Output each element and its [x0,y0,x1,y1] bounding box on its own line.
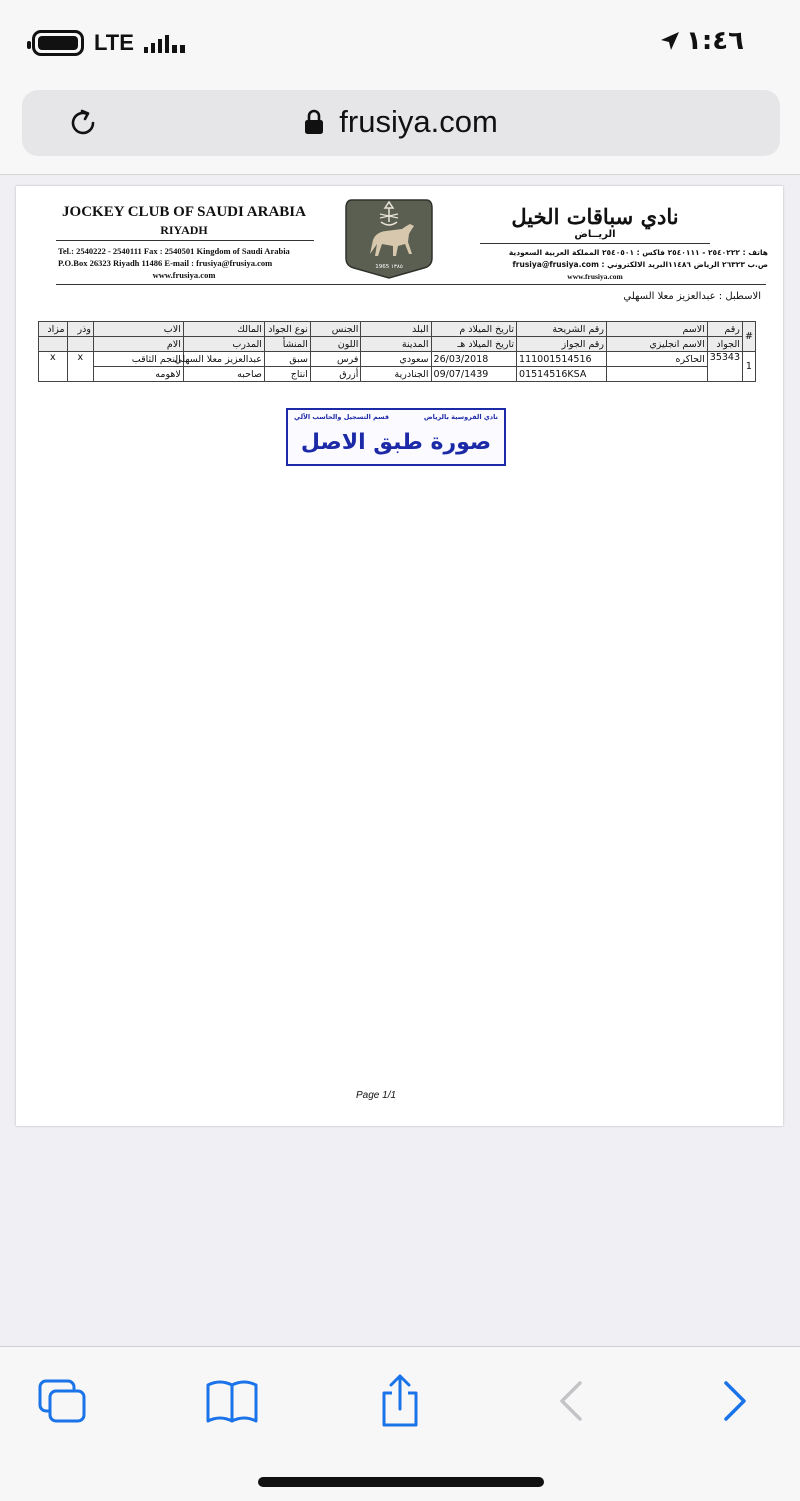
cell-origin: انتاج [264,367,310,382]
cell-type: سبق [264,352,310,367]
url-text: frusiya.com [339,104,498,139]
header-city: المدينة [361,337,431,352]
table-header-row-2 [39,337,756,352]
stamp-club-name: نادي الفروسية بالرياض [423,413,498,421]
header-chip: رقم الشريحة [517,322,607,337]
carrier-label: LTE [94,30,134,55]
cell-sire: النجم الثاقب [93,352,183,367]
share-icon[interactable] [370,1373,430,1429]
header-dob-greg: تاريخ الميلاد م [431,322,517,337]
letterhead-en-title: JOCKEY CLUB OF SAUDI ARABIA [62,204,306,220]
cell-dob-greg: 26/03/2018 [431,352,517,367]
letterhead-en-website: www.frusiya.com [152,270,216,280]
browser-toolbar [0,1346,800,1501]
cell-passport: 01514516KSA [517,367,607,382]
header-number: رقم [707,322,742,337]
cell-number: 35343 [707,352,742,382]
letterhead-ar-title: نادي سباقات الخيل [511,204,679,229]
letterhead-ar-contact-1: هاتف : ٢٥٤٠٢٢٢ - ٢٥٤٠١١١ فاكس : ٢٥٤٠٥٠١ المملكة العربية السعودية [508,248,768,257]
header-color: اللون [310,337,360,352]
lock-icon [304,109,324,135]
cell-city: الجنادرية [361,367,431,382]
header-auction: مزاد [39,322,68,337]
battery-icon [32,30,84,56]
header-name: الاسم [606,322,707,337]
table-row [39,352,756,367]
letterhead-en-contact-1: Tel.: 2540222 - 2540111 Fax : 2540501 Kingdom of Saudi Arabia [58,246,290,256]
header-name-en: الاسم انجليزي [606,337,707,352]
home-indicator[interactable] [258,1477,544,1487]
letterhead [54,196,768,294]
document-page [16,186,783,1126]
header-origin: المنشأ [264,337,310,352]
header-passport: رقم الجواز [517,337,607,352]
letterhead-rule-left-top [56,240,314,241]
cell-index: 1 [742,352,755,382]
true-copy-stamp [286,408,506,466]
browser-address-region [0,88,800,175]
header-owner: المالك [183,322,264,337]
address-bar[interactable] [22,90,780,156]
letterhead-en-city: RIYADH [160,223,208,237]
cell-country: سعودي [361,352,431,367]
letterhead-rule-right-top [480,243,710,244]
header-wathr: وذر [67,322,93,337]
letterhead-ar-city: الريــاض [574,229,616,240]
status-time: ١:٤٦ [685,26,744,56]
horse-table [38,321,756,382]
back-icon[interactable] [540,1373,600,1429]
signal-icon [144,33,185,53]
table-header-row-1 [39,322,756,337]
letterhead-en-contact-2: P.O.Box 26323 Riyadh 11486 E-mail : frusiya@frusiya.com [58,258,273,268]
cell-dob-hijri: 09/07/1439 [431,367,517,382]
cell-owner: عبدالعزيز معلا السهلي [183,352,264,367]
cell-color: أزرق [310,367,360,382]
cell-trainer: صاحبه [183,367,264,382]
tabs-icon[interactable] [34,1373,94,1429]
cell-name: الحاكره [606,352,707,367]
header-trainer: المدرب [183,337,264,352]
header-horse: الجواد [707,337,742,352]
header-sire: الاب [93,322,183,337]
bookmarks-icon[interactable] [202,1373,262,1429]
header-sex: الجنس [310,322,360,337]
cell-wathr: x [67,352,93,382]
page-number: Page 1/1 [356,1090,397,1101]
header-country: البلد [361,322,431,337]
club-emblem-logo [340,196,438,282]
status-bar [0,0,800,88]
header-index: # [742,322,755,352]
forward-icon[interactable] [706,1373,766,1429]
stamp-main-text: صورة طبق الاصل [300,430,492,455]
letterhead-rule-bottom [56,284,766,285]
cell-chip: 111001514516 [517,352,607,367]
location-arrow-icon [660,31,680,51]
header-type: نوع الجواد [264,322,310,337]
stamp-header [294,413,498,421]
cell-auction: x [39,352,68,382]
stable-owner-line: الاسطبل : عبدالعزيز معلا السهلي [623,291,761,302]
emblem-years-text: 1965 ١٣٨٥ [375,264,403,270]
table-row [39,367,756,382]
status-right [660,26,744,56]
url-display[interactable] [22,104,780,140]
cell-name-en [606,367,707,382]
stamp-department: قسم التسجيل والحاسب الآلي [294,413,390,421]
header-dob-hijri: تاريخ الميلاد هـ [431,337,517,352]
status-left [32,30,185,56]
cell-dam: لاهومه [93,367,183,382]
header-dam: الام [93,337,183,352]
letterhead-ar-website: www.frusiya.com [567,272,623,281]
cell-sex: فرس [310,352,360,367]
letterhead-ar-contact-2: ص.ب ٢٦٣٢٣ الرياض ١١٤٨٦البريد الالكتروني : frusiya@frusiya.com [512,260,768,269]
